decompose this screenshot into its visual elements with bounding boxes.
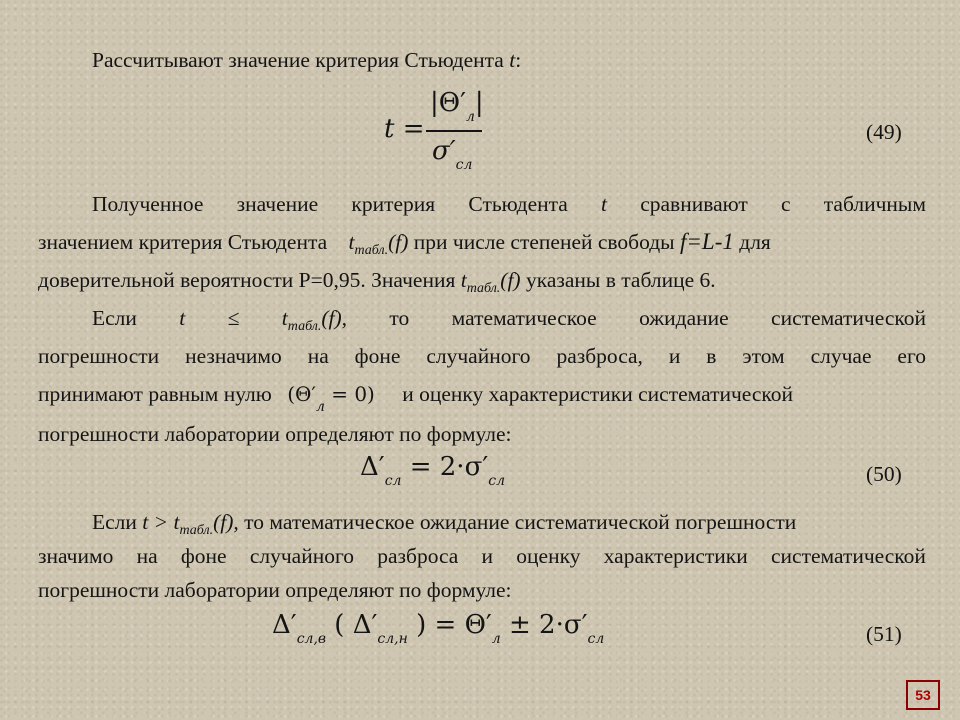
eq49-num-sub: л bbox=[465, 109, 475, 125]
equation-50 bbox=[360, 452, 505, 489]
eq50-delta-sub: сл bbox=[384, 473, 402, 489]
equation-51 bbox=[272, 610, 604, 647]
word: случайного bbox=[426, 344, 531, 368]
word: оценку bbox=[516, 544, 581, 568]
word: на bbox=[307, 344, 329, 368]
word: табличным bbox=[823, 192, 926, 216]
eq50-delta: Δ′ bbox=[360, 452, 385, 482]
word: ожидание bbox=[639, 306, 729, 330]
word: критерия bbox=[351, 192, 436, 216]
intro-colon: : bbox=[515, 48, 522, 72]
text-segment: при числе степеней свободы bbox=[413, 230, 675, 254]
paragraph-2-line-3 bbox=[38, 266, 926, 294]
eq51-delta-lower: ( Δ′ bbox=[326, 610, 378, 640]
eq51-theta-sub: л bbox=[491, 631, 501, 647]
paragraph-intro bbox=[92, 46, 521, 74]
word: сравнивают bbox=[640, 192, 748, 216]
equation-51-number: (51) bbox=[866, 622, 902, 646]
word: разброса, bbox=[556, 344, 643, 368]
f-arg: (f), bbox=[213, 510, 239, 534]
word: то bbox=[389, 306, 410, 330]
equation-49 bbox=[384, 88, 504, 178]
paragraph-4-line-3 bbox=[38, 576, 926, 604]
paragraph-2-line-1 bbox=[92, 190, 926, 218]
eq49-num-text: |Θ′ bbox=[430, 88, 466, 118]
paragraph-3-line-3 bbox=[38, 380, 926, 421]
eq49-lhs: t = bbox=[384, 114, 425, 144]
f-arg: (f), bbox=[321, 306, 348, 330]
text-segment: то математическое ожидание систематической погрешности bbox=[244, 510, 797, 534]
page-number-badge: 53 bbox=[906, 680, 940, 710]
paragraph-2-line-2 bbox=[38, 228, 926, 256]
text-segment: и оценку характеристики систематической bbox=[402, 382, 794, 406]
eq49-den-sub: сл bbox=[455, 157, 473, 173]
eq50-sigma-sub: сл bbox=[488, 473, 505, 489]
paragraph-3-line-1 bbox=[92, 304, 926, 332]
eq51-sigma-sub: сл bbox=[587, 631, 605, 647]
eq49-numerator bbox=[430, 88, 484, 125]
equation-49-number: (49) bbox=[866, 120, 902, 144]
word: его bbox=[897, 344, 926, 368]
word: и bbox=[668, 344, 681, 368]
word: фоне bbox=[354, 344, 401, 368]
eq49-den-text: σ′ bbox=[432, 136, 456, 166]
word: t bbox=[601, 192, 608, 216]
eq51-delta-lower-sub: сл,н bbox=[377, 631, 408, 647]
word: незначимо bbox=[185, 344, 282, 368]
text-segment: указаны в таблице 6. bbox=[525, 268, 716, 292]
formula-sub: л bbox=[315, 399, 325, 415]
word: систематической bbox=[770, 544, 926, 568]
word: на bbox=[136, 544, 158, 568]
paragraph-3-line-4 bbox=[38, 420, 926, 448]
eq49-denominator bbox=[432, 136, 472, 173]
intro-var: t bbox=[509, 48, 516, 72]
eq51-delta-upper: Δ′ bbox=[272, 610, 297, 640]
text-segment: Если bbox=[92, 510, 137, 534]
f-arg: (f) bbox=[500, 268, 521, 292]
word: t bbox=[179, 306, 186, 330]
t-comparison: t > t bbox=[142, 510, 180, 534]
t-symbol: t bbox=[348, 230, 355, 254]
text-segment: доверительной вероятности Р=0,95. Значения bbox=[38, 268, 456, 292]
intro-text: Рассчитывают значение критерия Стьюдента bbox=[92, 48, 504, 72]
paragraph-4-line-1 bbox=[92, 508, 796, 536]
text-segment: для bbox=[739, 230, 771, 254]
t-subscript: табл. bbox=[354, 243, 389, 258]
t-symbol: t bbox=[281, 306, 288, 330]
eq51-sigma: ± 2·σ′ bbox=[500, 610, 588, 640]
word: погрешности bbox=[38, 344, 160, 368]
text-segment: значением критерия Стьюдента bbox=[38, 230, 328, 254]
word: значимо bbox=[38, 544, 114, 568]
eq51-theta: ) = Θ′ bbox=[407, 610, 492, 640]
t-subscript: табл. bbox=[466, 281, 501, 296]
f-arg: (f) bbox=[388, 230, 409, 254]
t-subscript: табл. bbox=[179, 523, 214, 538]
word: систематической bbox=[771, 306, 926, 330]
word: фоне bbox=[180, 544, 227, 568]
word: Если bbox=[92, 306, 137, 330]
word: математическое bbox=[451, 306, 597, 330]
t-symbol: t bbox=[460, 268, 467, 292]
eq51-delta-upper-sub: сл,в bbox=[296, 631, 327, 647]
word: ≤ bbox=[227, 306, 240, 330]
word: характеристики bbox=[603, 544, 748, 568]
word: случае bbox=[810, 344, 872, 368]
formula-end: = 0) bbox=[324, 382, 375, 406]
word: Полученное bbox=[92, 192, 204, 216]
word: разброса bbox=[377, 544, 459, 568]
word: в bbox=[706, 344, 717, 368]
paragraph-4-line-2 bbox=[38, 542, 926, 570]
text-segment: погрешности лаборатории определяют по формуле: bbox=[38, 578, 512, 602]
eq50-mid: = 2·σ′ bbox=[401, 452, 489, 482]
theta-zero-formula bbox=[287, 380, 375, 421]
equation-50-number: (50) bbox=[866, 462, 902, 486]
word: значение bbox=[236, 192, 319, 216]
formula-start: (Θ′ bbox=[287, 382, 316, 406]
text-segment: принимают равным нулю bbox=[38, 382, 272, 406]
degrees-of-freedom: f=L-1 bbox=[680, 229, 734, 254]
word: с bbox=[781, 192, 791, 216]
word: этом bbox=[742, 344, 785, 368]
eq49-fraction-bar bbox=[426, 130, 482, 132]
word: и bbox=[481, 544, 494, 568]
t-subscript: табл. bbox=[287, 319, 322, 334]
paragraph-3-line-2 bbox=[38, 342, 926, 370]
word: случайного bbox=[249, 544, 354, 568]
eq49-num-close: | bbox=[474, 88, 484, 118]
text-segment: погрешности лаборатории определяют по формуле: bbox=[38, 422, 512, 446]
word: Стьюдента bbox=[468, 192, 568, 216]
